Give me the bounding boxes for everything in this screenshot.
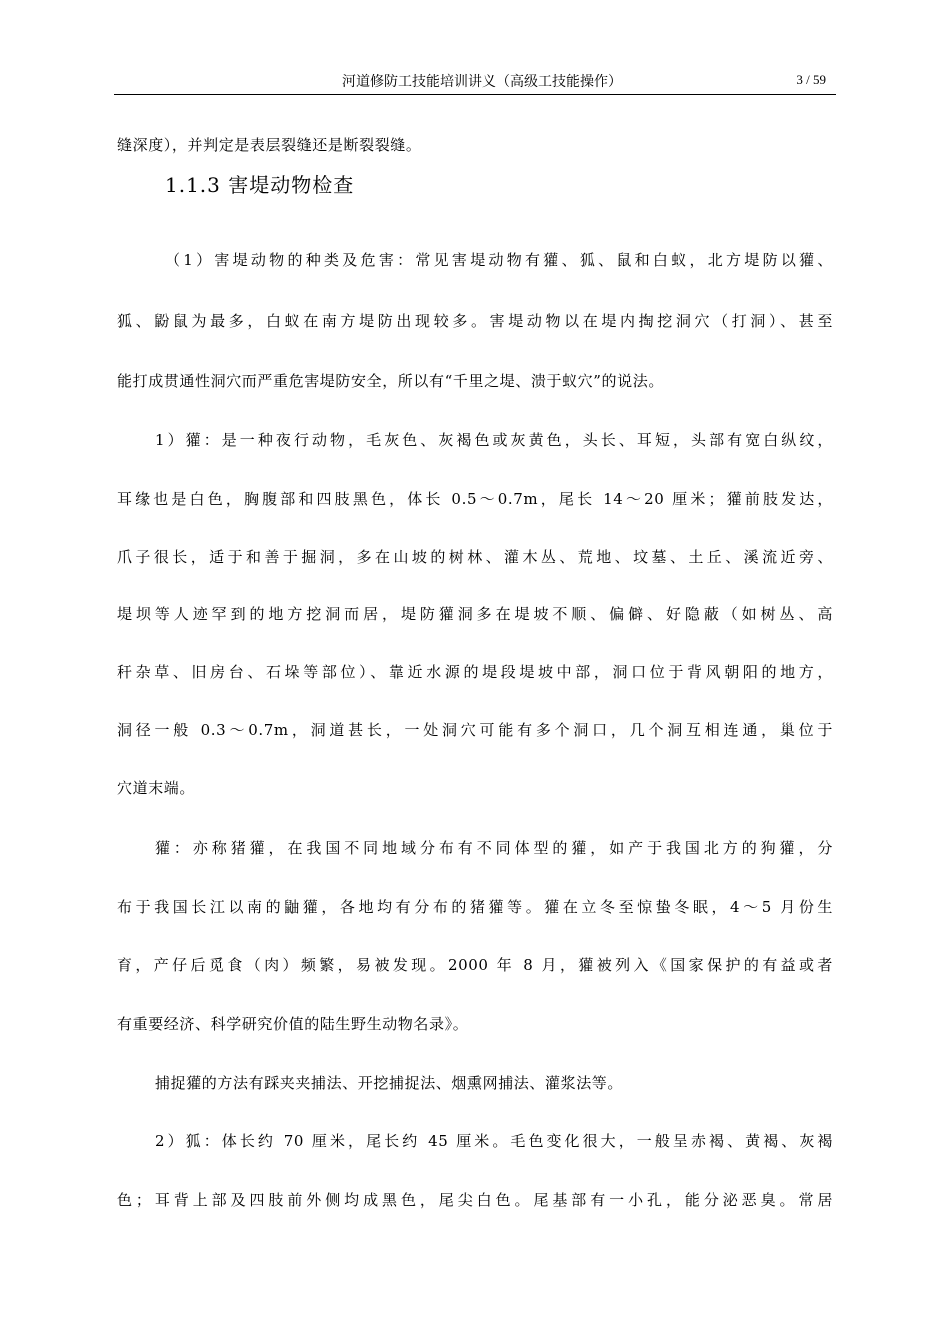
paragraph-line: 穴道末端。 (117, 779, 196, 797)
paragraph-line: 洞径一般 0.3～0.7m，洞道甚长，一处洞穴可能有多个洞口，几个洞互相连通，巢位于 (117, 721, 833, 739)
paragraph-line: 1）獾：是一种夜行动物，毛灰色、灰褐色或灰黄色，头长、耳短，头部有宽白纵纹， (155, 431, 833, 449)
header-title: 河道修防工技能培训讲义（高级工技能操作） (342, 74, 622, 90)
paragraph-line: 布于我国长江以南的鼬獾，各地均有分布的猪獾等。獾在立冬至惊蛰冬眠，4～5 月份生 (117, 898, 833, 916)
paragraph-line: （1）害堤动物的种类及危害：常见害堤动物有獾、狐、鼠和白蚁，北方堤防以獾、 (165, 251, 833, 269)
section-heading: 1.1.3 害堤动物检查 (165, 173, 355, 197)
page-header (114, 66, 836, 95)
paragraph-line: 缝深度），并判定是表层裂缝还是断裂裂缝。 (117, 136, 422, 154)
paragraph-line: 育，产仔后觅食（肉）频繁，易被发现。2000 年 8 月，獾被列入《国家保护的有益或者 (117, 956, 833, 974)
paragraph-line: 色；耳背上部及四肢前外侧均成黑色，尾尖白色。尾基部有一小孔，能分泌恶臭。常居 (117, 1191, 833, 1209)
paragraph-line: 捕捉獾的方法有踩夹夹捕法、开挖捕捉法、烟熏网捕法、灌浆法等。 (155, 1074, 624, 1092)
paragraph-line: 狐、鼢鼠为最多，白蚁在南方堤防出现较多。害堤动物以在堤内掏挖洞穴（打洞）、甚至 (117, 312, 833, 330)
paragraph-line: 獾：亦称猪獾，在我国不同地域分布有不同体型的獾，如产于我国北方的狗獾，分 (155, 839, 833, 857)
paragraph-line: 2）狐：体长约 70 厘米，尾长约 45 厘米。毛色变化很大，一般呈赤褐、黄褐、灰褐 (155, 1132, 833, 1150)
paragraph-line: 秆杂草、旧房台、石垛等部位）、靠近水源的堤段堤坡中部，洞口位于背风朝阳的地方， (117, 663, 833, 681)
paragraph-line: 爪子很长，适于和善于掘洞，多在山坡的树林、灌木丛、荒地、坟墓、土丘、溪流近旁、 (117, 548, 833, 566)
page-number: 3 / 59 (796, 72, 826, 87)
paragraph-line: 有重要经济、科学研究价值的陆生野生动物名录》。 (117, 1015, 469, 1033)
paragraph-line: 能打成贯通性洞穴而严重危害堤防安全，所以有“千里之堤、溃于蚁穴”的说法。 (117, 372, 664, 390)
paragraph-line: 耳缘也是白色，胸腹部和四肢黑色，体长 0.5～0.7m，尾长 14～20 厘米；獾前肢发达， (117, 490, 833, 508)
paragraph-line: 堤坝等人迹罕到的地方挖洞而居，堤防獾洞多在堤坡不顺、偏僻、好隐蔽（如树丛、高 (117, 605, 833, 623)
